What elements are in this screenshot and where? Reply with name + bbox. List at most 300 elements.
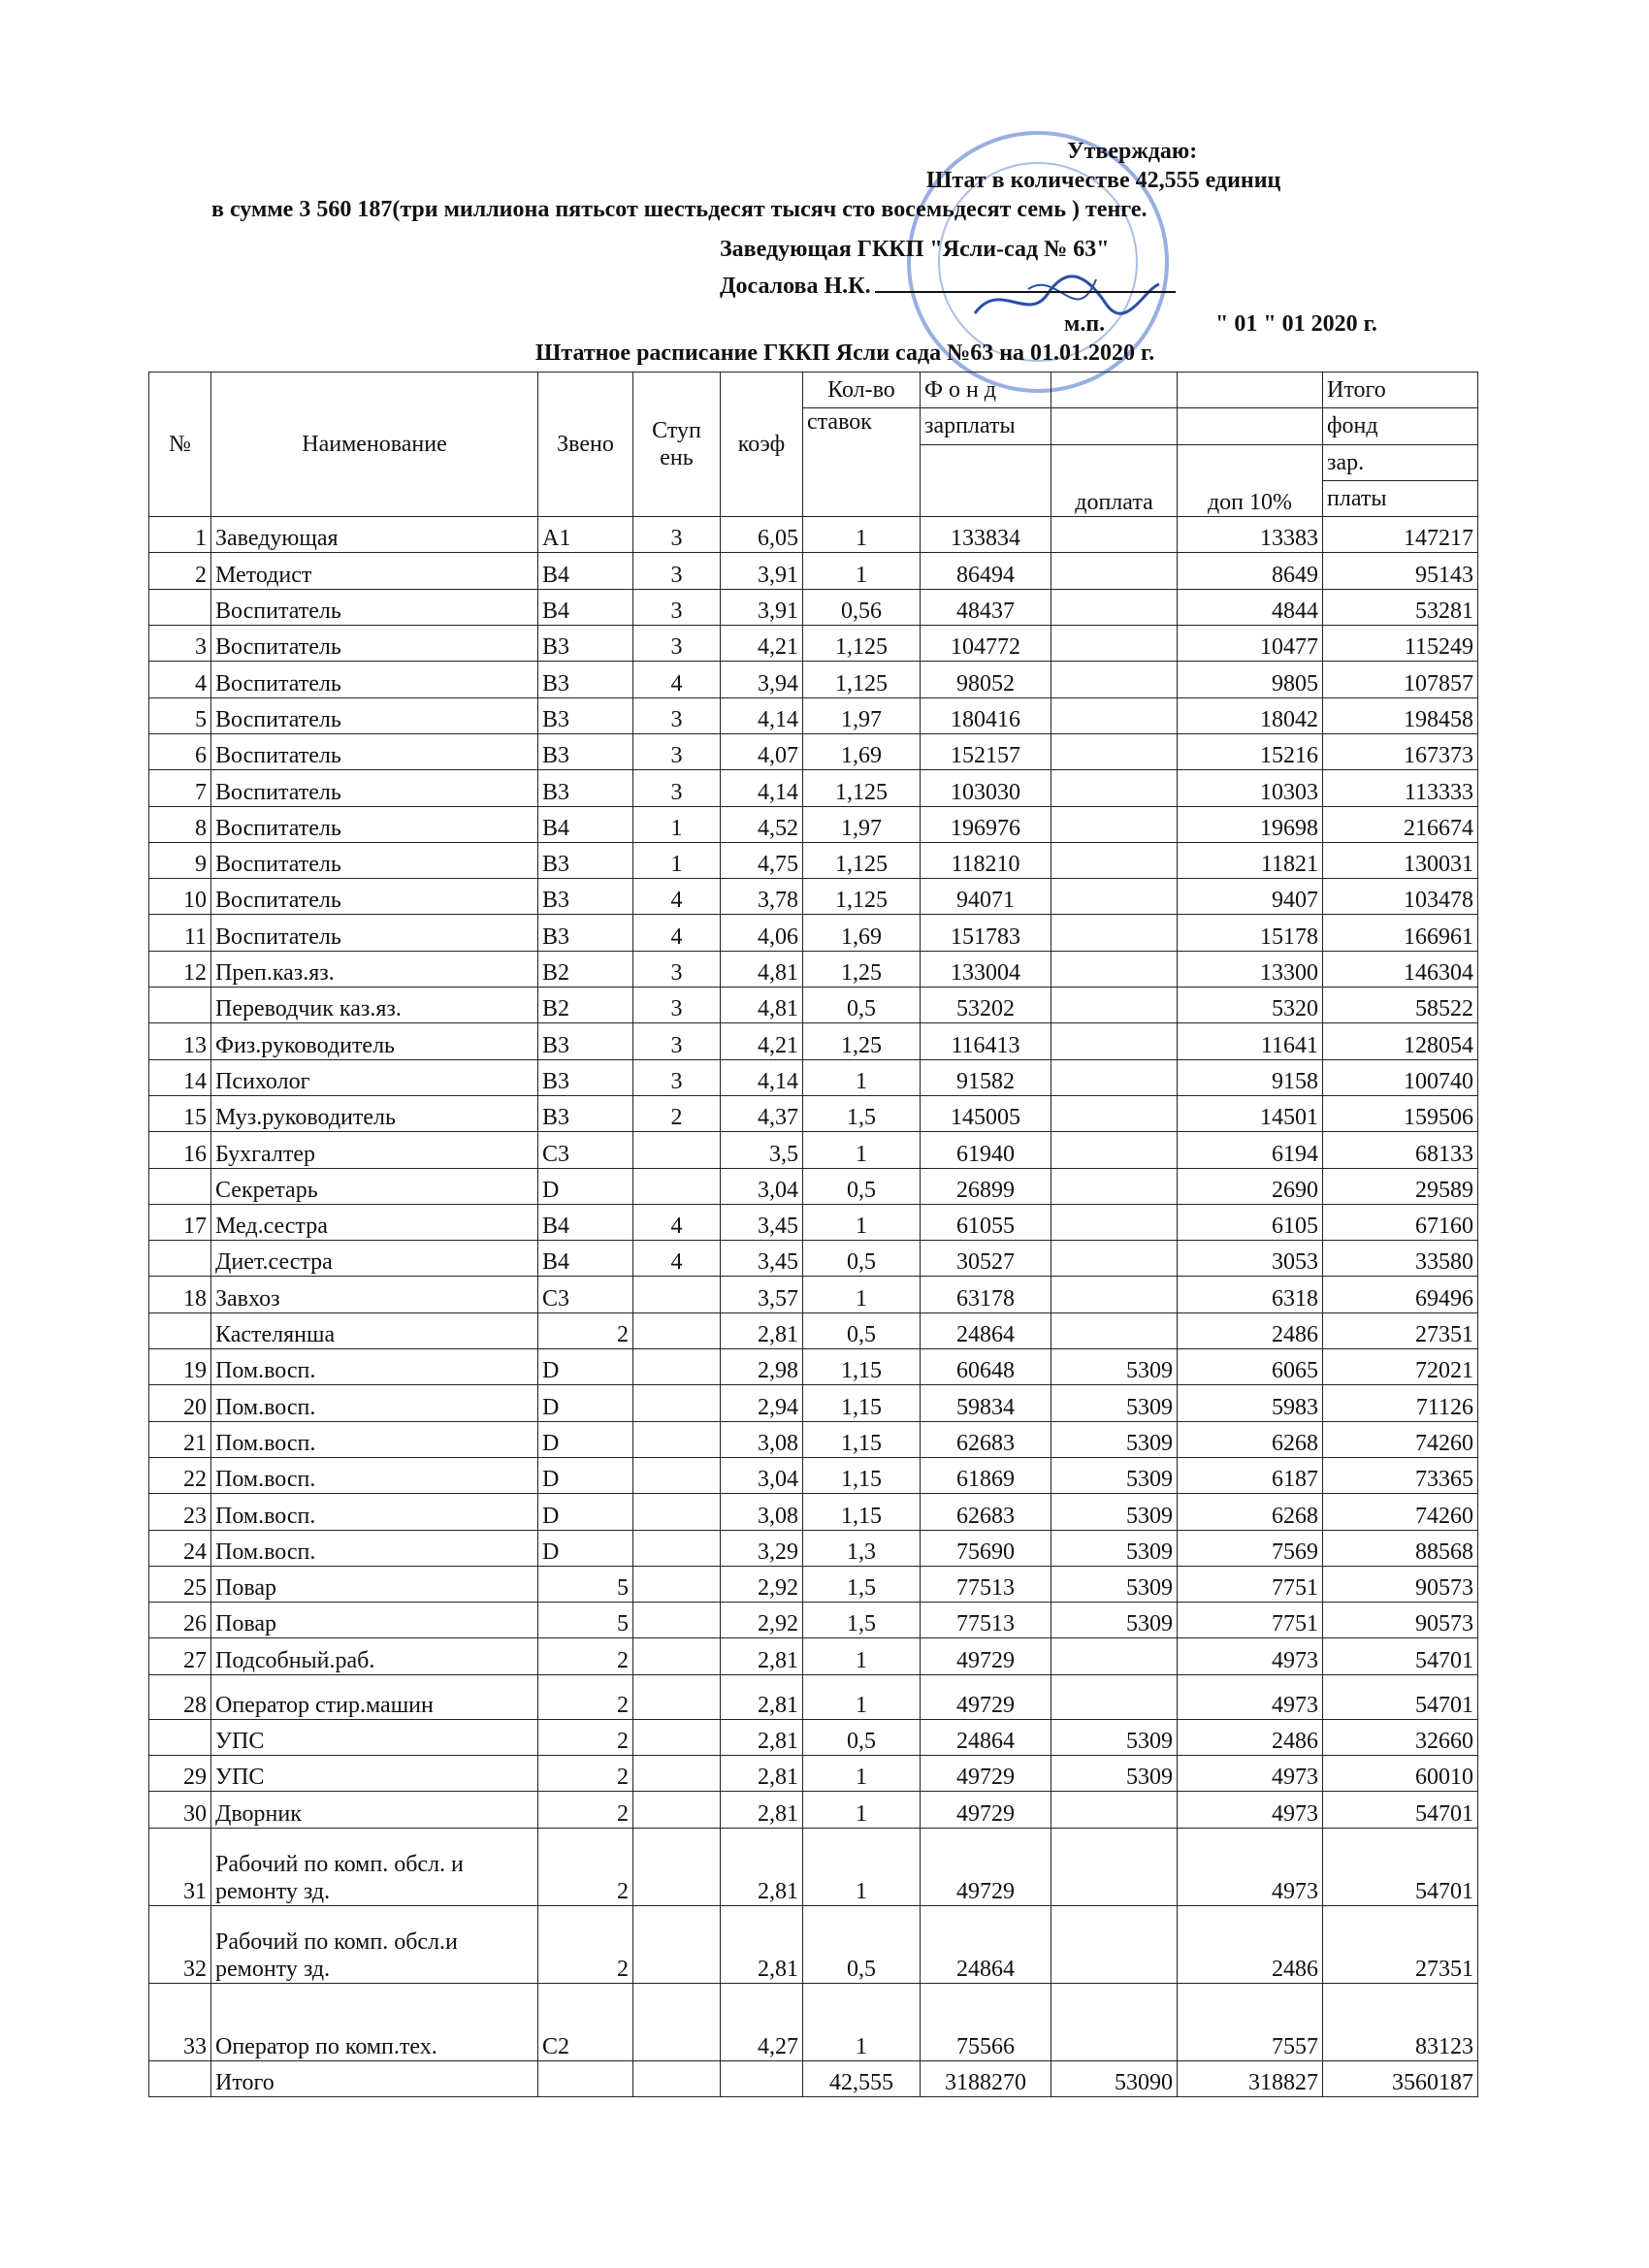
cell-num: 1 xyxy=(149,517,211,553)
cell-kolvo: 1 xyxy=(803,517,921,553)
cell-step: 3 xyxy=(633,697,721,733)
table-row xyxy=(149,517,1478,553)
cell-kolvo: 1,5 xyxy=(803,1566,921,1602)
cell-dop10: 4973 xyxy=(1178,1828,1323,1905)
col-itogo-3: зар. xyxy=(1323,444,1478,480)
table-row xyxy=(149,1277,1478,1312)
cell-kolvo: 1 xyxy=(803,1983,921,2060)
cell-doplata: 5309 xyxy=(1051,1530,1178,1566)
cell-dop10: 7569 xyxy=(1178,1530,1323,1566)
cell-name: Пом.восп. xyxy=(211,1421,538,1457)
cell-koef: 2,81 xyxy=(721,1312,803,1348)
table-row xyxy=(149,806,1478,842)
table-row xyxy=(149,1204,1478,1240)
cell-total: 72021 xyxy=(1323,1349,1478,1385)
cell-doplata: 5309 xyxy=(1051,1566,1178,1602)
cell-step xyxy=(633,1494,721,1530)
col-kolvo-1: Кол-во xyxy=(803,373,921,408)
cell-dop10: 4844 xyxy=(1178,589,1323,625)
cell-fond: 49729 xyxy=(921,1638,1051,1674)
cell-kolvo: 0,56 xyxy=(803,589,921,625)
cell-total: 67160 xyxy=(1323,1204,1478,1240)
cell-zveno: В4 xyxy=(538,589,633,625)
cell-name: Воспитатель xyxy=(211,915,538,951)
cell-total: 115249 xyxy=(1323,626,1478,662)
cell-kolvo: 1 xyxy=(803,1277,921,1312)
cell-total: 167373 xyxy=(1323,733,1478,769)
cell-fond: 180416 xyxy=(921,697,1051,733)
cell-kolvo: 1,69 xyxy=(803,915,921,951)
cell-total: 3560187 xyxy=(1323,2060,1478,2096)
cell-koef: 3,57 xyxy=(721,1277,803,1312)
cell-doplata xyxy=(1051,517,1178,553)
cell-zveno: 2 xyxy=(538,1755,633,1791)
cell-step xyxy=(633,1905,721,1983)
name-line xyxy=(720,273,1176,300)
cell-doplata xyxy=(1051,1023,1178,1059)
cell-koef: 2,81 xyxy=(721,1828,803,1905)
cell-zveno: В3 xyxy=(538,626,633,662)
cell-total: 71126 xyxy=(1323,1385,1478,1421)
cell-zveno: D xyxy=(538,1494,633,1530)
cell-num: 32 xyxy=(149,1905,211,1983)
cell-fond: 133834 xyxy=(921,517,1051,553)
cell-doplata: 5309 xyxy=(1051,1494,1178,1530)
cell-total: 32660 xyxy=(1323,1719,1478,1755)
table-row xyxy=(149,1755,1478,1791)
cell-doplata xyxy=(1051,842,1178,878)
cell-zveno: 2 xyxy=(538,1638,633,1674)
cell-doplata xyxy=(1051,1059,1178,1095)
table-row xyxy=(149,1566,1478,1602)
cell-name: Подсобный.раб. xyxy=(211,1638,538,1674)
cell-num xyxy=(149,1312,211,1348)
cell-step xyxy=(633,1530,721,1566)
cell-num: 4 xyxy=(149,662,211,697)
cell-fond: 3188270 xyxy=(921,2060,1051,2096)
cell-total: 54701 xyxy=(1323,1674,1478,1719)
cell-fond: 75690 xyxy=(921,1530,1051,1566)
cell-fond: 24864 xyxy=(921,1905,1051,1983)
cell-num: 11 xyxy=(149,915,211,951)
cell-step: 3 xyxy=(633,733,721,769)
cell-doplata xyxy=(1051,1905,1178,1983)
cell-dop10: 4973 xyxy=(1178,1674,1323,1719)
cell-name: Оператор стир.машин xyxy=(211,1674,538,1719)
cell-num xyxy=(149,1168,211,1204)
cell-zveno: В3 xyxy=(538,697,633,733)
date-line: " 01 " 01 2020 г. xyxy=(1215,311,1377,337)
cell-name: Воспитатель xyxy=(211,662,538,697)
col-itogo-4: платы xyxy=(1323,480,1478,516)
cell-doplata xyxy=(1051,951,1178,987)
cell-koef: 2,81 xyxy=(721,1755,803,1791)
cell-step xyxy=(633,1168,721,1204)
cell-koef: 4,37 xyxy=(721,1095,803,1131)
cell-kolvo: 1 xyxy=(803,1059,921,1095)
cell-zveno: С2 xyxy=(538,1983,633,2060)
cell-num: 7 xyxy=(149,770,211,806)
table-row xyxy=(149,662,1478,697)
cell-dop10: 3053 xyxy=(1178,1241,1323,1277)
cell-step: 4 xyxy=(633,662,721,697)
cell-kolvo: 1,5 xyxy=(803,1095,921,1131)
cell-num: 17 xyxy=(149,1204,211,1240)
cell-num: 25 xyxy=(149,1566,211,1602)
cell-num: 29 xyxy=(149,1755,211,1791)
cell-zveno: 2 xyxy=(538,1905,633,1983)
cell-name: Завхоз xyxy=(211,1277,538,1312)
cell-zveno: D xyxy=(538,1457,633,1493)
cell-koef: 3,08 xyxy=(721,1494,803,1530)
cell-doplata xyxy=(1051,1983,1178,2060)
cell-num xyxy=(149,988,211,1023)
cell-zveno: 5 xyxy=(538,1566,633,1602)
cell-doplata xyxy=(1051,1638,1178,1674)
cell-doplata: 5309 xyxy=(1051,1457,1178,1493)
cell-koef: 3,04 xyxy=(721,1168,803,1204)
table-row xyxy=(149,1674,1478,1719)
cell-step xyxy=(633,1457,721,1493)
cell-total: 58522 xyxy=(1323,988,1478,1023)
col-step: Ступ ень xyxy=(633,373,721,517)
cell-koef: 4,14 xyxy=(721,770,803,806)
cell-total: 107857 xyxy=(1323,662,1478,697)
cell-koef: 6,05 xyxy=(721,517,803,553)
cell-fond: 77513 xyxy=(921,1603,1051,1638)
cell-dop10: 5983 xyxy=(1178,1385,1323,1421)
cell-num xyxy=(149,589,211,625)
cell-kolvo: 1,125 xyxy=(803,662,921,697)
cell-koef: 3,45 xyxy=(721,1204,803,1240)
cell-step xyxy=(633,1312,721,1348)
cell-koef: 4,52 xyxy=(721,806,803,842)
cell-kolvo: 1 xyxy=(803,553,921,589)
cell-name: Воспитатель xyxy=(211,733,538,769)
cell-kolvo: 1,3 xyxy=(803,1530,921,1566)
cell-num: 27 xyxy=(149,1638,211,1674)
cell-dop10: 11641 xyxy=(1178,1023,1323,1059)
cell-koef: 4,14 xyxy=(721,1059,803,1095)
cell-total: 113333 xyxy=(1323,770,1478,806)
cell-zveno: D xyxy=(538,1349,633,1385)
cell-zveno: В3 xyxy=(538,1023,633,1059)
cell-fond: 60648 xyxy=(921,1349,1051,1385)
cell-dop10: 6268 xyxy=(1178,1494,1323,1530)
cell-total: 73365 xyxy=(1323,1457,1478,1493)
cell-zveno: 5 xyxy=(538,1603,633,1638)
col-zveno: Звено xyxy=(538,373,633,517)
cell-num: 33 xyxy=(149,1983,211,2060)
cell-doplata xyxy=(1051,662,1178,697)
cell-kolvo: 0,5 xyxy=(803,1241,921,1277)
cell-num: 2 xyxy=(149,553,211,589)
table-row xyxy=(149,1241,1478,1277)
cell-kolvo: 1,15 xyxy=(803,1385,921,1421)
cell-dop10: 2690 xyxy=(1178,1168,1323,1204)
cell-step xyxy=(633,1349,721,1385)
table-row xyxy=(149,1168,1478,1204)
cell-step: 3 xyxy=(633,553,721,589)
cell-fond: 145005 xyxy=(921,1095,1051,1131)
cell-koef: 2,81 xyxy=(721,1792,803,1828)
table-row xyxy=(149,626,1478,662)
cell-step xyxy=(633,1755,721,1791)
cell-fond: 196976 xyxy=(921,806,1051,842)
cell-name: Переводчик каз.яз. xyxy=(211,988,538,1023)
cell-fond: 94071 xyxy=(921,879,1051,915)
cell-total: 60010 xyxy=(1323,1755,1478,1791)
cell-name: Воспитатель xyxy=(211,842,538,878)
cell-total: 54701 xyxy=(1323,1828,1478,1905)
cell-fond: 53202 xyxy=(921,988,1051,1023)
cell-name: Воспитатель xyxy=(211,806,538,842)
cell-doplata: 5309 xyxy=(1051,1385,1178,1421)
cell-koef: 2,81 xyxy=(721,1719,803,1755)
cell-step: 4 xyxy=(633,879,721,915)
cell-doplata xyxy=(1051,770,1178,806)
cell-step xyxy=(633,1421,721,1457)
table-row xyxy=(149,1385,1478,1421)
cell-doplata xyxy=(1051,1132,1178,1168)
cell-total: 100740 xyxy=(1323,1059,1478,1095)
table-row xyxy=(149,1312,1478,1348)
cell-fond: 75566 xyxy=(921,1983,1051,2060)
cell-doplata: 5309 xyxy=(1051,1755,1178,1791)
cell-doplata xyxy=(1051,1828,1178,1905)
cell-num: 20 xyxy=(149,1385,211,1421)
cell-dop10: 14501 xyxy=(1178,1095,1323,1131)
cell-name: Мед.сестра xyxy=(211,1204,538,1240)
cell-dop10: 13300 xyxy=(1178,951,1323,987)
cell-step: 3 xyxy=(633,951,721,987)
cell-step xyxy=(633,2060,721,2096)
cell-doplata: 5309 xyxy=(1051,1421,1178,1457)
cell-kolvo: 1,125 xyxy=(803,879,921,915)
cell-step: 3 xyxy=(633,1059,721,1095)
cell-dop10: 4973 xyxy=(1178,1792,1323,1828)
table-row xyxy=(149,1132,1478,1168)
cell-dop10: 9407 xyxy=(1178,879,1323,915)
table-row xyxy=(149,1638,1478,1674)
cell-name: Повар xyxy=(211,1603,538,1638)
cell-doplata xyxy=(1051,1674,1178,1719)
cell-zveno: 2 xyxy=(538,1312,633,1348)
cell-dop10: 10477 xyxy=(1178,626,1323,662)
cell-name: Воспитатель xyxy=(211,697,538,733)
cell-num: 15 xyxy=(149,1095,211,1131)
cell-doplata xyxy=(1051,589,1178,625)
sum-line: в сумме 3 560 187(три миллиона пятьсот шестьдесят тысяч сто восемьдесят семь ) тенге. xyxy=(211,197,1148,222)
table-row xyxy=(149,770,1478,806)
cell-kolvo: 1 xyxy=(803,1755,921,1791)
cell-dop10: 18042 xyxy=(1178,697,1323,733)
cell-num: 28 xyxy=(149,1674,211,1719)
table-row xyxy=(149,1792,1478,1828)
cell-name: Воспитатель xyxy=(211,879,538,915)
cell-num: 3 xyxy=(149,626,211,662)
cell-dop10: 318827 xyxy=(1178,2060,1323,2096)
cell-step: 4 xyxy=(633,915,721,951)
cell-koef: 2,81 xyxy=(721,1905,803,1983)
table-row xyxy=(149,1421,1478,1457)
cell-dop10: 15178 xyxy=(1178,915,1323,951)
cell-fond: 104772 xyxy=(921,626,1051,662)
cell-zveno: В4 xyxy=(538,1241,633,1277)
cell-total: 68133 xyxy=(1323,1132,1478,1168)
cell-num xyxy=(149,2060,211,2096)
table-row xyxy=(149,988,1478,1023)
cell-dop10: 5320 xyxy=(1178,988,1323,1023)
cell-doplata xyxy=(1051,879,1178,915)
cell-dop10: 6065 xyxy=(1178,1349,1323,1385)
cell-step: 4 xyxy=(633,1204,721,1240)
cell-num: 14 xyxy=(149,1059,211,1095)
cell-step xyxy=(633,1277,721,1312)
cell-num: 30 xyxy=(149,1792,211,1828)
cell-koef: 2,94 xyxy=(721,1385,803,1421)
cell-dop10: 6194 xyxy=(1178,1132,1323,1168)
cell-fond: 61055 xyxy=(921,1204,1051,1240)
cell-num: 26 xyxy=(149,1603,211,1638)
cell-doplata xyxy=(1051,1168,1178,1204)
cell-zveno: 2 xyxy=(538,1674,633,1719)
cell-kolvo: 0,5 xyxy=(803,1719,921,1755)
cell-zveno: 2 xyxy=(538,1792,633,1828)
cell-num: 12 xyxy=(149,951,211,987)
cell-total: 54701 xyxy=(1323,1638,1478,1674)
cell-zveno: В3 xyxy=(538,1059,633,1095)
cell-kolvo: 1,97 xyxy=(803,806,921,842)
cell-num: 31 xyxy=(149,1828,211,1905)
cell-step xyxy=(633,1792,721,1828)
cell-total: 159506 xyxy=(1323,1095,1478,1131)
cell-kolvo: 0,5 xyxy=(803,1312,921,1348)
cell-doplata xyxy=(1051,553,1178,589)
cell-zveno: D xyxy=(538,1385,633,1421)
col-empty-e xyxy=(921,444,1051,517)
cell-step: 4 xyxy=(633,1241,721,1277)
cell-dop10: 8649 xyxy=(1178,553,1323,589)
cell-zveno: В4 xyxy=(538,1204,633,1240)
cell-step xyxy=(633,1603,721,1638)
cell-zveno: D xyxy=(538,1530,633,1566)
cell-koef: 4,14 xyxy=(721,697,803,733)
head-line: Заведующая ГККП "Ясли-сад № 63" xyxy=(720,237,1110,262)
cell-name: Пом.восп. xyxy=(211,1385,538,1421)
cell-step: 3 xyxy=(633,517,721,553)
cell-koef: 3,08 xyxy=(721,1421,803,1457)
cell-name: Заведующая xyxy=(211,517,538,553)
col-itogo-2: фонд xyxy=(1323,408,1478,444)
cell-doplata xyxy=(1051,1241,1178,1277)
table-row xyxy=(149,697,1478,733)
cell-koef: 4,81 xyxy=(721,951,803,987)
cell-dop10: 7751 xyxy=(1178,1566,1323,1602)
cell-dop10: 2486 xyxy=(1178,1312,1323,1348)
cell-doplata xyxy=(1051,697,1178,733)
cell-fond: 24864 xyxy=(921,1312,1051,1348)
cell-total: 130031 xyxy=(1323,842,1478,878)
col-empty-a xyxy=(1051,373,1178,408)
cell-zveno: А1 xyxy=(538,517,633,553)
cell-num: 8 xyxy=(149,806,211,842)
cell-fond: 98052 xyxy=(921,662,1051,697)
cell-dop10: 2486 xyxy=(1178,1719,1323,1755)
cell-name: Воспитатель xyxy=(211,770,538,806)
cell-koef: 3,29 xyxy=(721,1530,803,1566)
cell-name: Методист xyxy=(211,553,538,589)
cell-kolvo: 1 xyxy=(803,1204,921,1240)
head-name: Досалова Н.К. xyxy=(720,274,871,299)
cell-step xyxy=(633,1983,721,2060)
cell-name: Пом.восп. xyxy=(211,1494,538,1530)
cell-name: Дворник xyxy=(211,1792,538,1828)
cell-total: 88568 xyxy=(1323,1530,1478,1566)
cell-zveno xyxy=(538,2060,633,2096)
cell-doplata xyxy=(1051,806,1178,842)
cell-koef: 2,81 xyxy=(721,1674,803,1719)
cell-koef: 3,5 xyxy=(721,1132,803,1168)
cell-fond: 61869 xyxy=(921,1457,1051,1493)
cell-zveno: 2 xyxy=(538,1828,633,1905)
cell-kolvo: 1,125 xyxy=(803,842,921,878)
table-row xyxy=(149,1059,1478,1095)
cell-name: Пом.восп. xyxy=(211,1530,538,1566)
cell-step: 1 xyxy=(633,842,721,878)
cell-koef: 2,81 xyxy=(721,1638,803,1674)
table-row xyxy=(149,1349,1478,1385)
cell-dop10: 6268 xyxy=(1178,1421,1323,1457)
cell-fond: 62683 xyxy=(921,1494,1051,1530)
cell-zveno: D xyxy=(538,1421,633,1457)
cell-zveno: В4 xyxy=(538,553,633,589)
cell-name: Повар xyxy=(211,1566,538,1602)
cell-num: 13 xyxy=(149,1023,211,1059)
cell-kolvo: 1,69 xyxy=(803,733,921,769)
cell-dop10: 4973 xyxy=(1178,1755,1323,1791)
cell-fond: 49729 xyxy=(921,1755,1051,1791)
cell-fond: 86494 xyxy=(921,553,1051,589)
cell-step: 3 xyxy=(633,988,721,1023)
cell-doplata xyxy=(1051,1792,1178,1828)
cell-koef: 4,21 xyxy=(721,626,803,662)
cell-kolvo: 1,15 xyxy=(803,1349,921,1385)
cell-kolvo: 42,555 xyxy=(803,2060,921,2096)
cell-fond: 133004 xyxy=(921,951,1051,987)
cell-step: 2 xyxy=(633,1095,721,1131)
cell-total: 33580 xyxy=(1323,1241,1478,1277)
cell-koef: 3,94 xyxy=(721,662,803,697)
cell-num: 23 xyxy=(149,1494,211,1530)
cell-zveno: В3 xyxy=(538,733,633,769)
cell-name: Психолог xyxy=(211,1059,538,1095)
table-row xyxy=(149,879,1478,915)
cell-num: 24 xyxy=(149,1530,211,1566)
cell-fond: 63178 xyxy=(921,1277,1051,1312)
cell-name: Физ.руководитель xyxy=(211,1023,538,1059)
cell-kolvo: 1,15 xyxy=(803,1457,921,1493)
cell-koef: 4,81 xyxy=(721,988,803,1023)
cell-fond: 61940 xyxy=(921,1132,1051,1168)
cell-total: 95143 xyxy=(1323,553,1478,589)
cell-fond: 116413 xyxy=(921,1023,1051,1059)
cell-name: Воспитатель xyxy=(211,589,538,625)
col-doplata: доплата xyxy=(1051,444,1178,517)
cell-num: 19 xyxy=(149,1349,211,1385)
cell-dop10: 6318 xyxy=(1178,1277,1323,1312)
cell-step: 3 xyxy=(633,589,721,625)
